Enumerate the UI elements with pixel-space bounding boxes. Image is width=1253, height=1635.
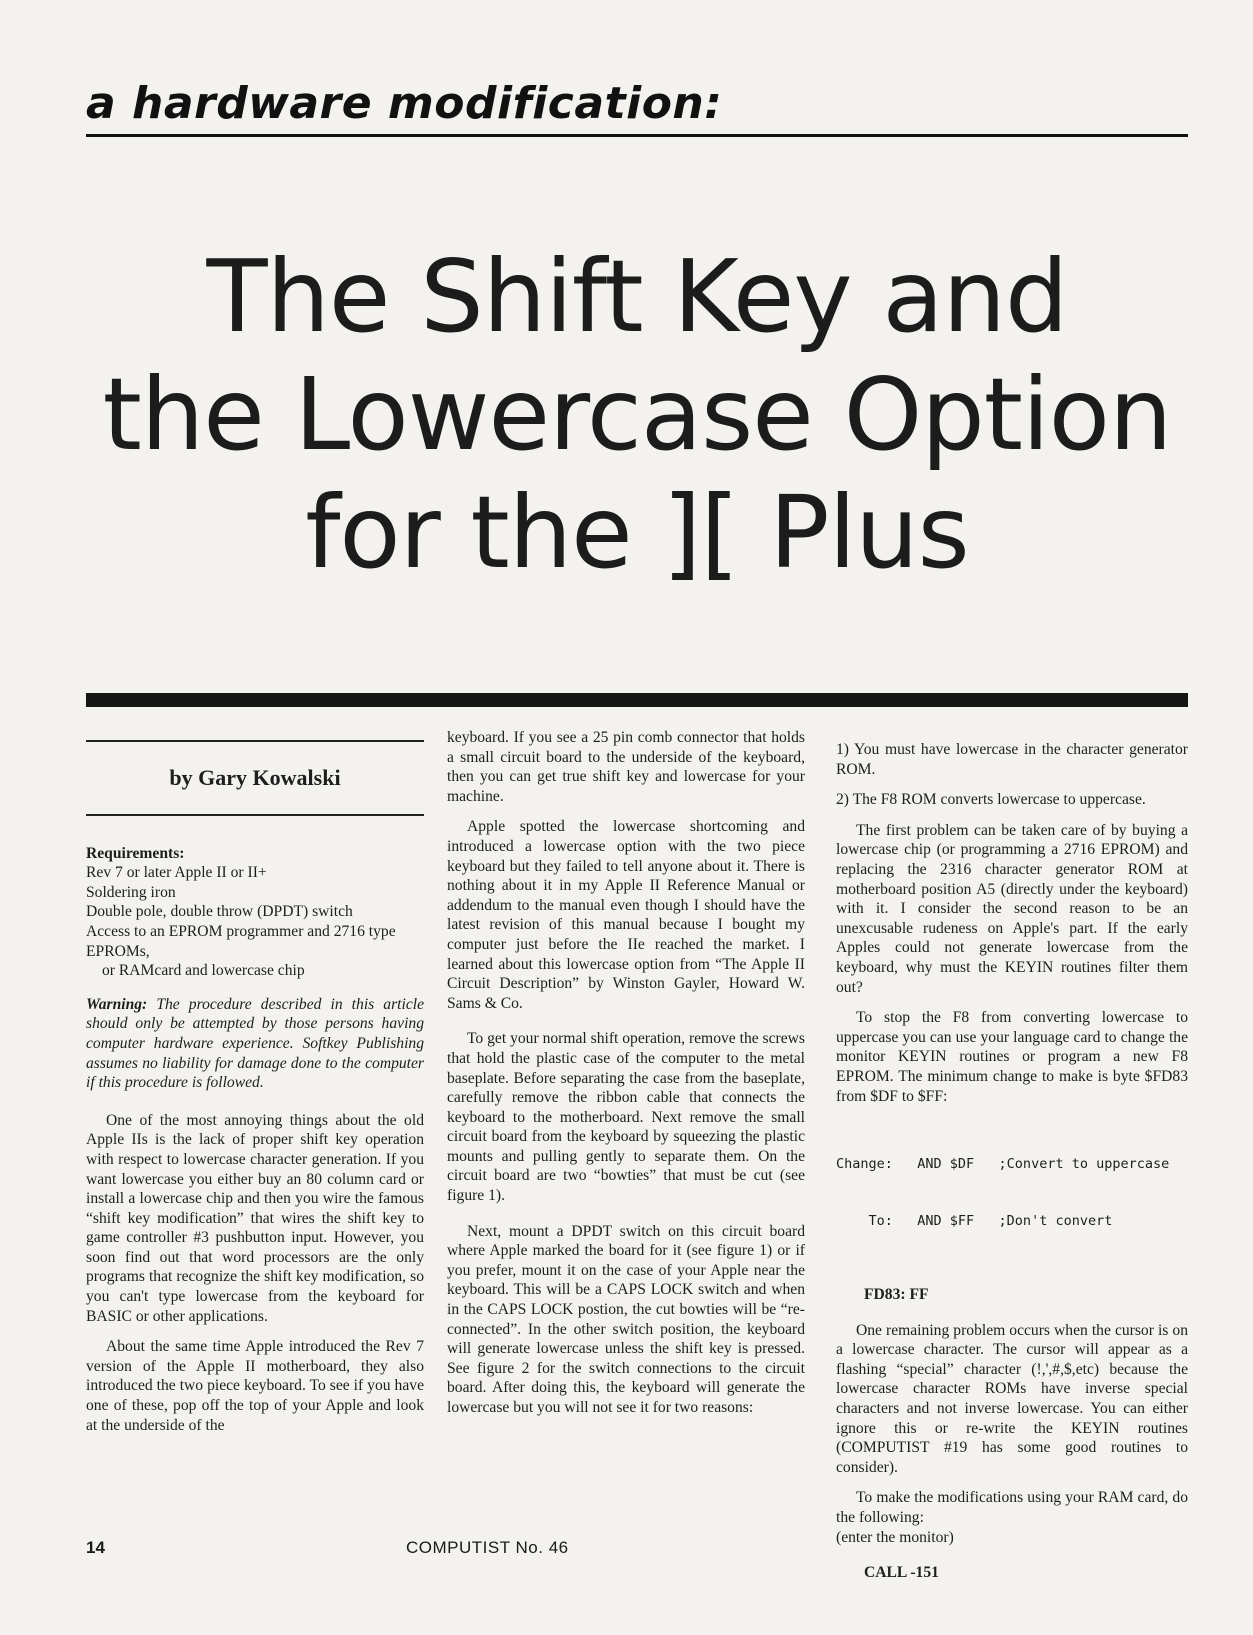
title-line-1: The Shift Key and xyxy=(206,238,1068,355)
body-paragraph: 2) The F8 ROM converts lowercase to uppercase. xyxy=(836,791,1146,809)
body-paragraph: Next, mount a DPDT switch on this circuit board where Apple marked the board for it (see figure 1) or if you prefer, mount it on the case of your Apple near the keyboard. This will be a CAPS LOCK switch and when in the CAPS LOCK postion, the cut bowties will be “re-connected”. In the other switch position, the keyboard will generate lowercase unless the shift key is pressed. See figure 2 for the switch connections to the circuit board. After doing this, the keyboard will generate the lowercase but you will not see it for two reasons: xyxy=(447,1222,805,1416)
body-paragraph: To make the modifications using your RAM card, do the following: xyxy=(836,1489,1188,1527)
byline-rule-bottom xyxy=(86,814,424,816)
page-number: 14 xyxy=(86,1538,105,1557)
warning-label: Warning: xyxy=(86,995,148,1013)
body-paragraph: keyboard. If you see a 25 pin comb connector that holds a small circuit board to the underside of the keyboard, then you can get true shift key and lowercase for your machine. xyxy=(447,729,805,805)
requirement-item: or RAMcard and lowercase chip xyxy=(102,962,305,980)
body-paragraph: To stop the F8 from converting lowercase to uppercase you can use your language card to change the monitor KEYIN routines or program a new F8 EPROM. The minimum change to make is byte $FD83 from $DF to $FF: xyxy=(836,1009,1188,1105)
warning-note xyxy=(86,995,424,1093)
requirement-item: Rev 7 or later Apple II or II+ xyxy=(86,864,267,882)
code-block xyxy=(836,1117,1188,1269)
body-paragraph: About the same time Apple introduced the Rev 7 version of the Apple II motherboard, they also introduced the two piece keyboard. To see if you have one of these, pop off the top of your Apple and look at the underside of the xyxy=(86,1338,424,1434)
article-title xyxy=(86,238,1188,592)
body-paragraph: Apple spotted the lowercase shortcoming and introduced a lowercase option with the two piece keyboard but they failed to tell anyone about it. There is nothing about it in my Apple II Reference Manual or addendum to the manual even though I should have the latest revision of this manual because I bought my computer just before the IIe reached the market. I learned about this lowercase option from “The Apple II Circuit Description” by Winston Gayler, Howard W. Sams & Co. xyxy=(447,818,805,1012)
code-line: To: AND $FF ;Don't convert xyxy=(836,1213,1113,1230)
requirements-heading: Requirements: xyxy=(86,844,185,862)
column-3 xyxy=(836,740,1188,1583)
body-paragraph: One remaining problem occurs when the cursor is on a lowercase character. The cursor will appear as a flashing “special” character (!,',#,$,etc) because the lowercase character ROMs have inverse special characters and not inverse lowercase. You can either ignore this or re-write the KEYIN routines (COMPUTIST #19 has some good routines to consider). xyxy=(836,1321,1188,1476)
requirement-item: Access to an EPROM programmer and 2716 type EPROMs, xyxy=(86,922,396,960)
body-paragraph: One of the most annoying things about the old Apple IIs is the lack of proper shift key operation with respect to lowercase character generation. If you want lowercase you either buy an 80 column card or install a lowercase chip and then you wire the famous “shift key modification” that wires the shift key to game controller #3 pushbutton input. However, you soon find out that word processors are the only programs that recognize the shift key modification, so you can't type lowercase from the keyboard for BASIC or other applications. xyxy=(86,1111,424,1325)
publication-footer: COMPUTIST No. 46 xyxy=(406,1538,569,1557)
top-rule xyxy=(86,134,1188,137)
body-paragraph: To get your normal shift operation, remove the screws that hold the plastic case of the computer to the metal baseplate. Before separating the case from the baseplate, carefully remove the ribbon cable that connects the keyboard to the motherboard. Next remove the small circuit board from the keyboard by squeezing the plastic mounts and pulling gently to separate them. On the circuit board are two “bowties” that must be cut (see figure 1). xyxy=(447,1030,805,1205)
title-line-3: for the ][ Plus xyxy=(305,474,969,591)
requirement-item: Double pole, double throw (DPDT) switch xyxy=(86,903,353,921)
column-2 xyxy=(447,728,805,1429)
body-paragraph: The first problem can be taken care of by buying a lowercase chip (or programming a 2716 EPROM) and replacing the 2316 character generator ROM at motherboard position A5 (directly under the keyboard) with it. I consider the second reason to be an unexcusable rudeness on Apple's part. If the early Apples could not generate lowercase from the keyboard, why must the KEYIN routines filter them out? xyxy=(836,821,1188,996)
enter-monitor-note: (enter the monitor) xyxy=(836,1528,954,1546)
warning-text: The procedure described in this article should only be attempted by those persons having computer hardware experience. Softkey Publishing assumes no liability for damage done to the computer if this procedure is followed. xyxy=(86,995,424,1092)
column-1 xyxy=(86,728,424,1446)
byline-rule-top xyxy=(86,740,424,742)
byline: by Gary Kowalski xyxy=(169,765,341,790)
section-kicker: a hardware modification: xyxy=(86,78,723,129)
requirement-item: Soldering iron xyxy=(86,883,176,901)
heavy-rule xyxy=(86,693,1188,707)
body-paragraph: 1) You must have lowercase in the character generator ROM. xyxy=(836,741,1188,778)
title-line-2: the Lowercase Option xyxy=(102,356,1172,473)
fd83-value: FD83: FF xyxy=(864,1286,929,1304)
call-command: CALL -151 xyxy=(864,1564,939,1582)
code-line: Change: AND $DF ;Convert to uppercase xyxy=(836,1156,1170,1173)
